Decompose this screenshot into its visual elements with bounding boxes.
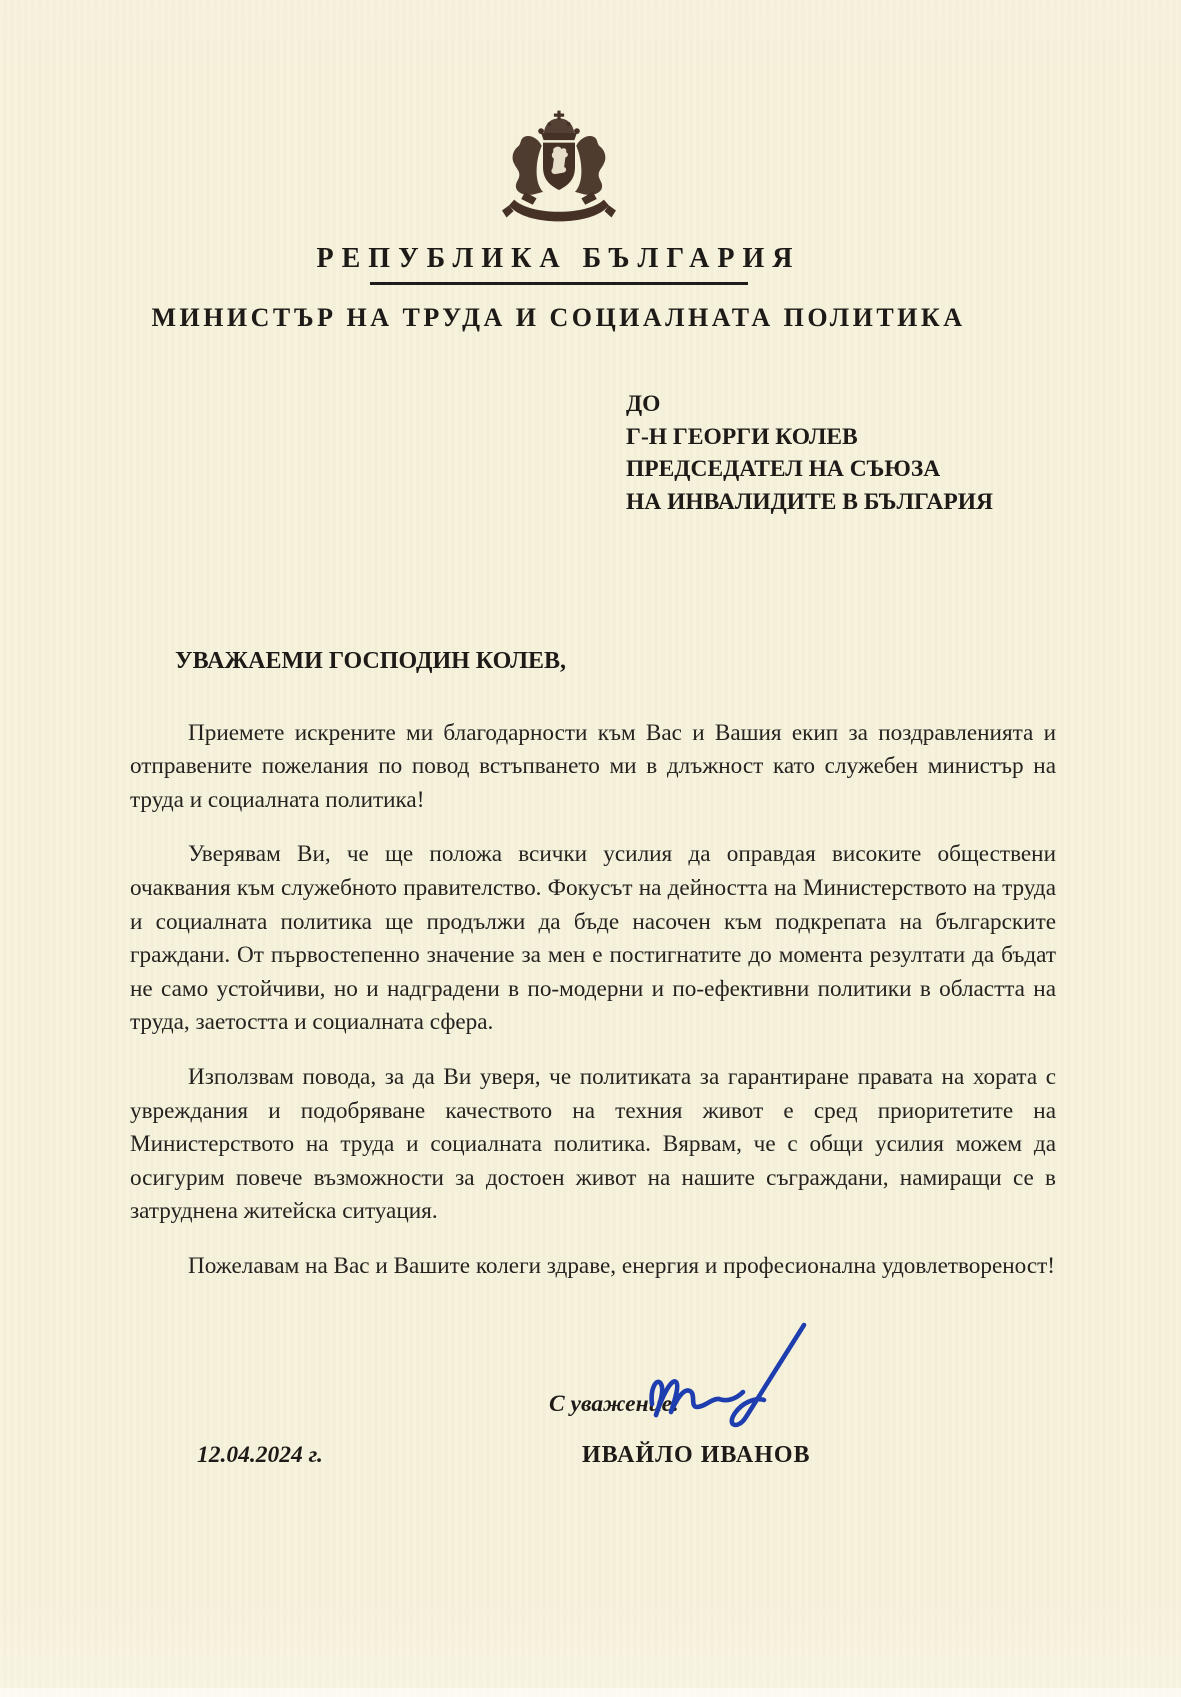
signoff-label: С уважение: <box>549 1391 680 1417</box>
date: 12.04.2024 г. <box>197 1442 323 1468</box>
letterhead-rule <box>370 282 748 285</box>
body-paragraph: Използвам повода, за да Ви уверя, че политиката за гарантиране правата на хората с увреждания и подобряване качеството на техния живот е сред приоритетите на Министерството на труда и социалната политика. Вярвам, че с общи усилия можем да осигурим повече възможности за достоен живот на нашите съграждани, намиращи се в затруднена житейска ситуация. <box>130 1063 1056 1225</box>
recipient-line: ДО <box>626 391 661 417</box>
scan-edge <box>0 1688 1181 1697</box>
recipient-line: НА ИНВАЛИДИТЕ В БЪЛГАРИЯ <box>626 488 993 515</box>
handwritten-signature <box>642 1318 814 1446</box>
signer-name: ИВАЙЛО ИВАНОВ <box>582 1442 811 1468</box>
salutation: УВАЖАЕМИ ГОСПОДИН КОЛЕВ, <box>175 648 566 674</box>
recipient-line: Г-Н ГЕОРГИ КОЛЕВ <box>626 423 858 450</box>
letterhead <box>0 243 1149 333</box>
body-paragraph: Уверявам Ви, че ще положа всички усилия да оправдая високите обществени очаквания към служебното правителство. Фокусът на дейността на Министерството на труда и социалната политика ще продължи да бъде насочен към подкрепата на българските граждани. От първостепенно значение за мен е постигнатите до момента резултати да бъдат не само устойчиви, но и надградени в по-модерни и по-ефективни политики в областта на труда, заетостта и социалната сфера. <box>130 841 1056 1036</box>
recipient-block <box>626 388 993 518</box>
body-paragraph: Пожелавам на Вас и Вашите колеги здраве, енергия и професионална удовлетвореност! <box>188 1252 1055 1279</box>
republic-title: РЕПУБЛИКА БЪЛГАРИЯ <box>316 243 801 274</box>
coat-of-arms-icon <box>480 110 638 238</box>
recipient-line: ПРЕДСЕДАТЕЛ НА СЪЮЗА <box>626 456 941 482</box>
body-paragraph: Приемете искрените ми благодарности към Вас и Вашия екип за поздравленията и отправените пожелания по повод встъпването ми в длъжност като служебен министър на труда и социалната политика! <box>130 719 1056 813</box>
minister-title: МИНИСТЪР НА ТРУДА И СОЦИАЛНАТА ПОЛИТИКА <box>151 303 966 332</box>
letter-body <box>130 645 1056 1305</box>
